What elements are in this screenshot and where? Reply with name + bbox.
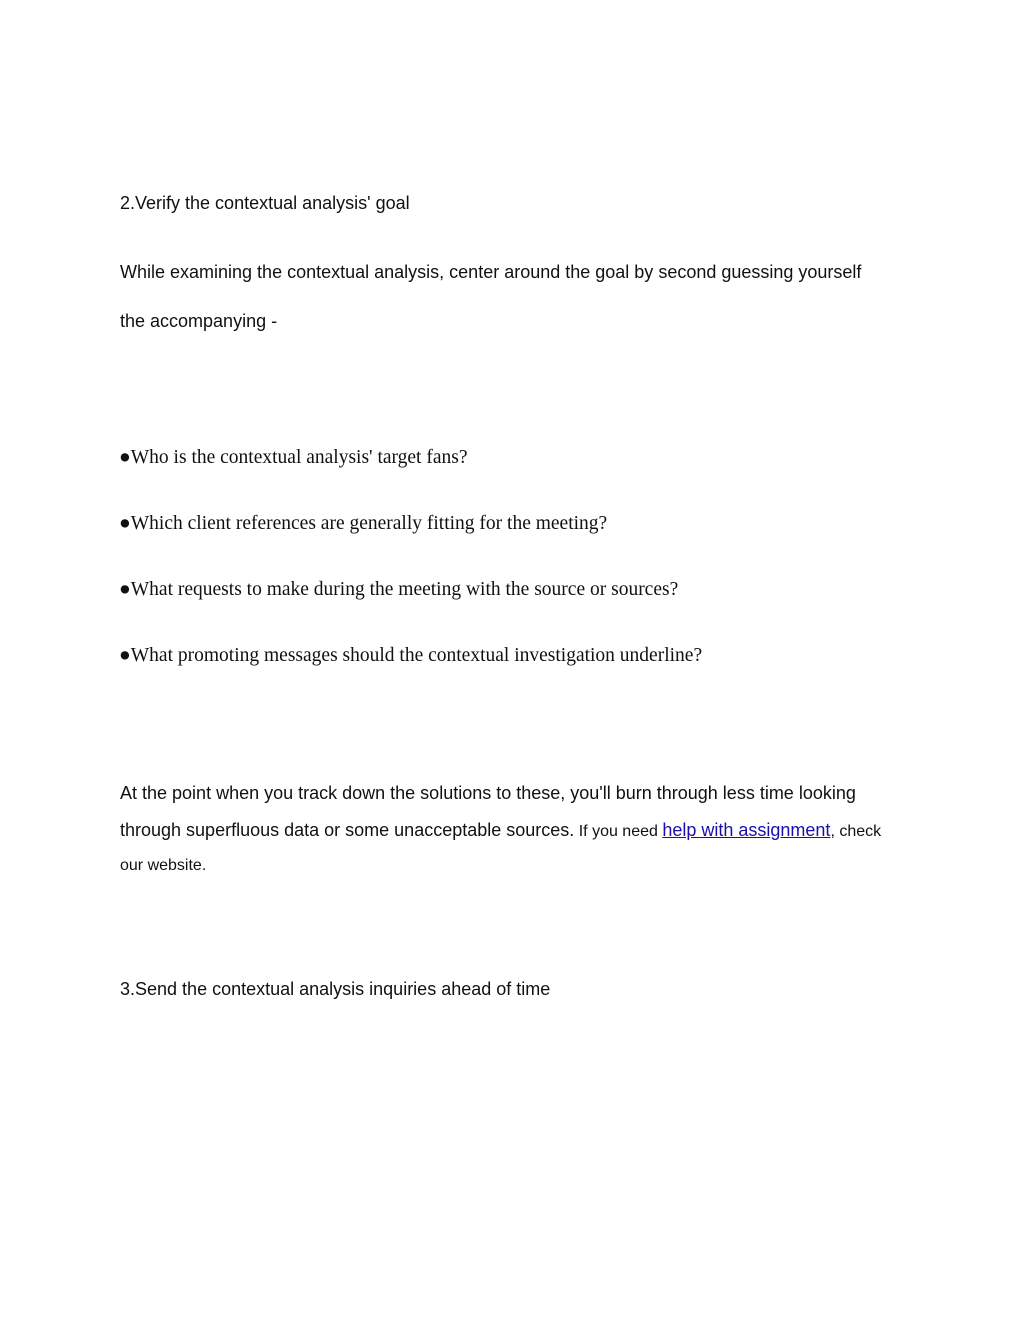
intro-line-2: the accompanying - <box>120 311 278 331</box>
paragraph-text: , check <box>830 823 882 840</box>
paragraph-text: through superfluous data or some unacceptable sources. <box>120 820 575 840</box>
bullet-item: ●What promoting messages should the contextual investigation underline? <box>119 645 703 666</box>
help-with-assignment-link[interactable]: help with assignment <box>662 820 831 840</box>
bullet-item: ●Which client references are generally fitting for the meeting? <box>119 513 608 534</box>
section-heading-2: 2.Verify the contextual analysis' goal <box>120 193 410 213</box>
intro-line-1: While examining the contextual analysis, center around the goal by second guessing yourself <box>120 262 862 282</box>
paragraph-text: If you need <box>574 823 663 840</box>
section-heading-3: 3.Send the contextual analysis inquiries ahead of time <box>120 979 551 999</box>
bullet-item: ●What requests to make during the meeting with the source or sources? <box>119 579 679 600</box>
paragraph-line-3: our website. <box>120 857 207 874</box>
paragraph-line-2 <box>120 819 881 843</box>
bullet-item: ●Who is the contextual analysis' target fans? <box>119 447 468 468</box>
paragraph-line-1: At the point when you track down the solutions to these, you'll burn through less time looking <box>120 783 856 803</box>
